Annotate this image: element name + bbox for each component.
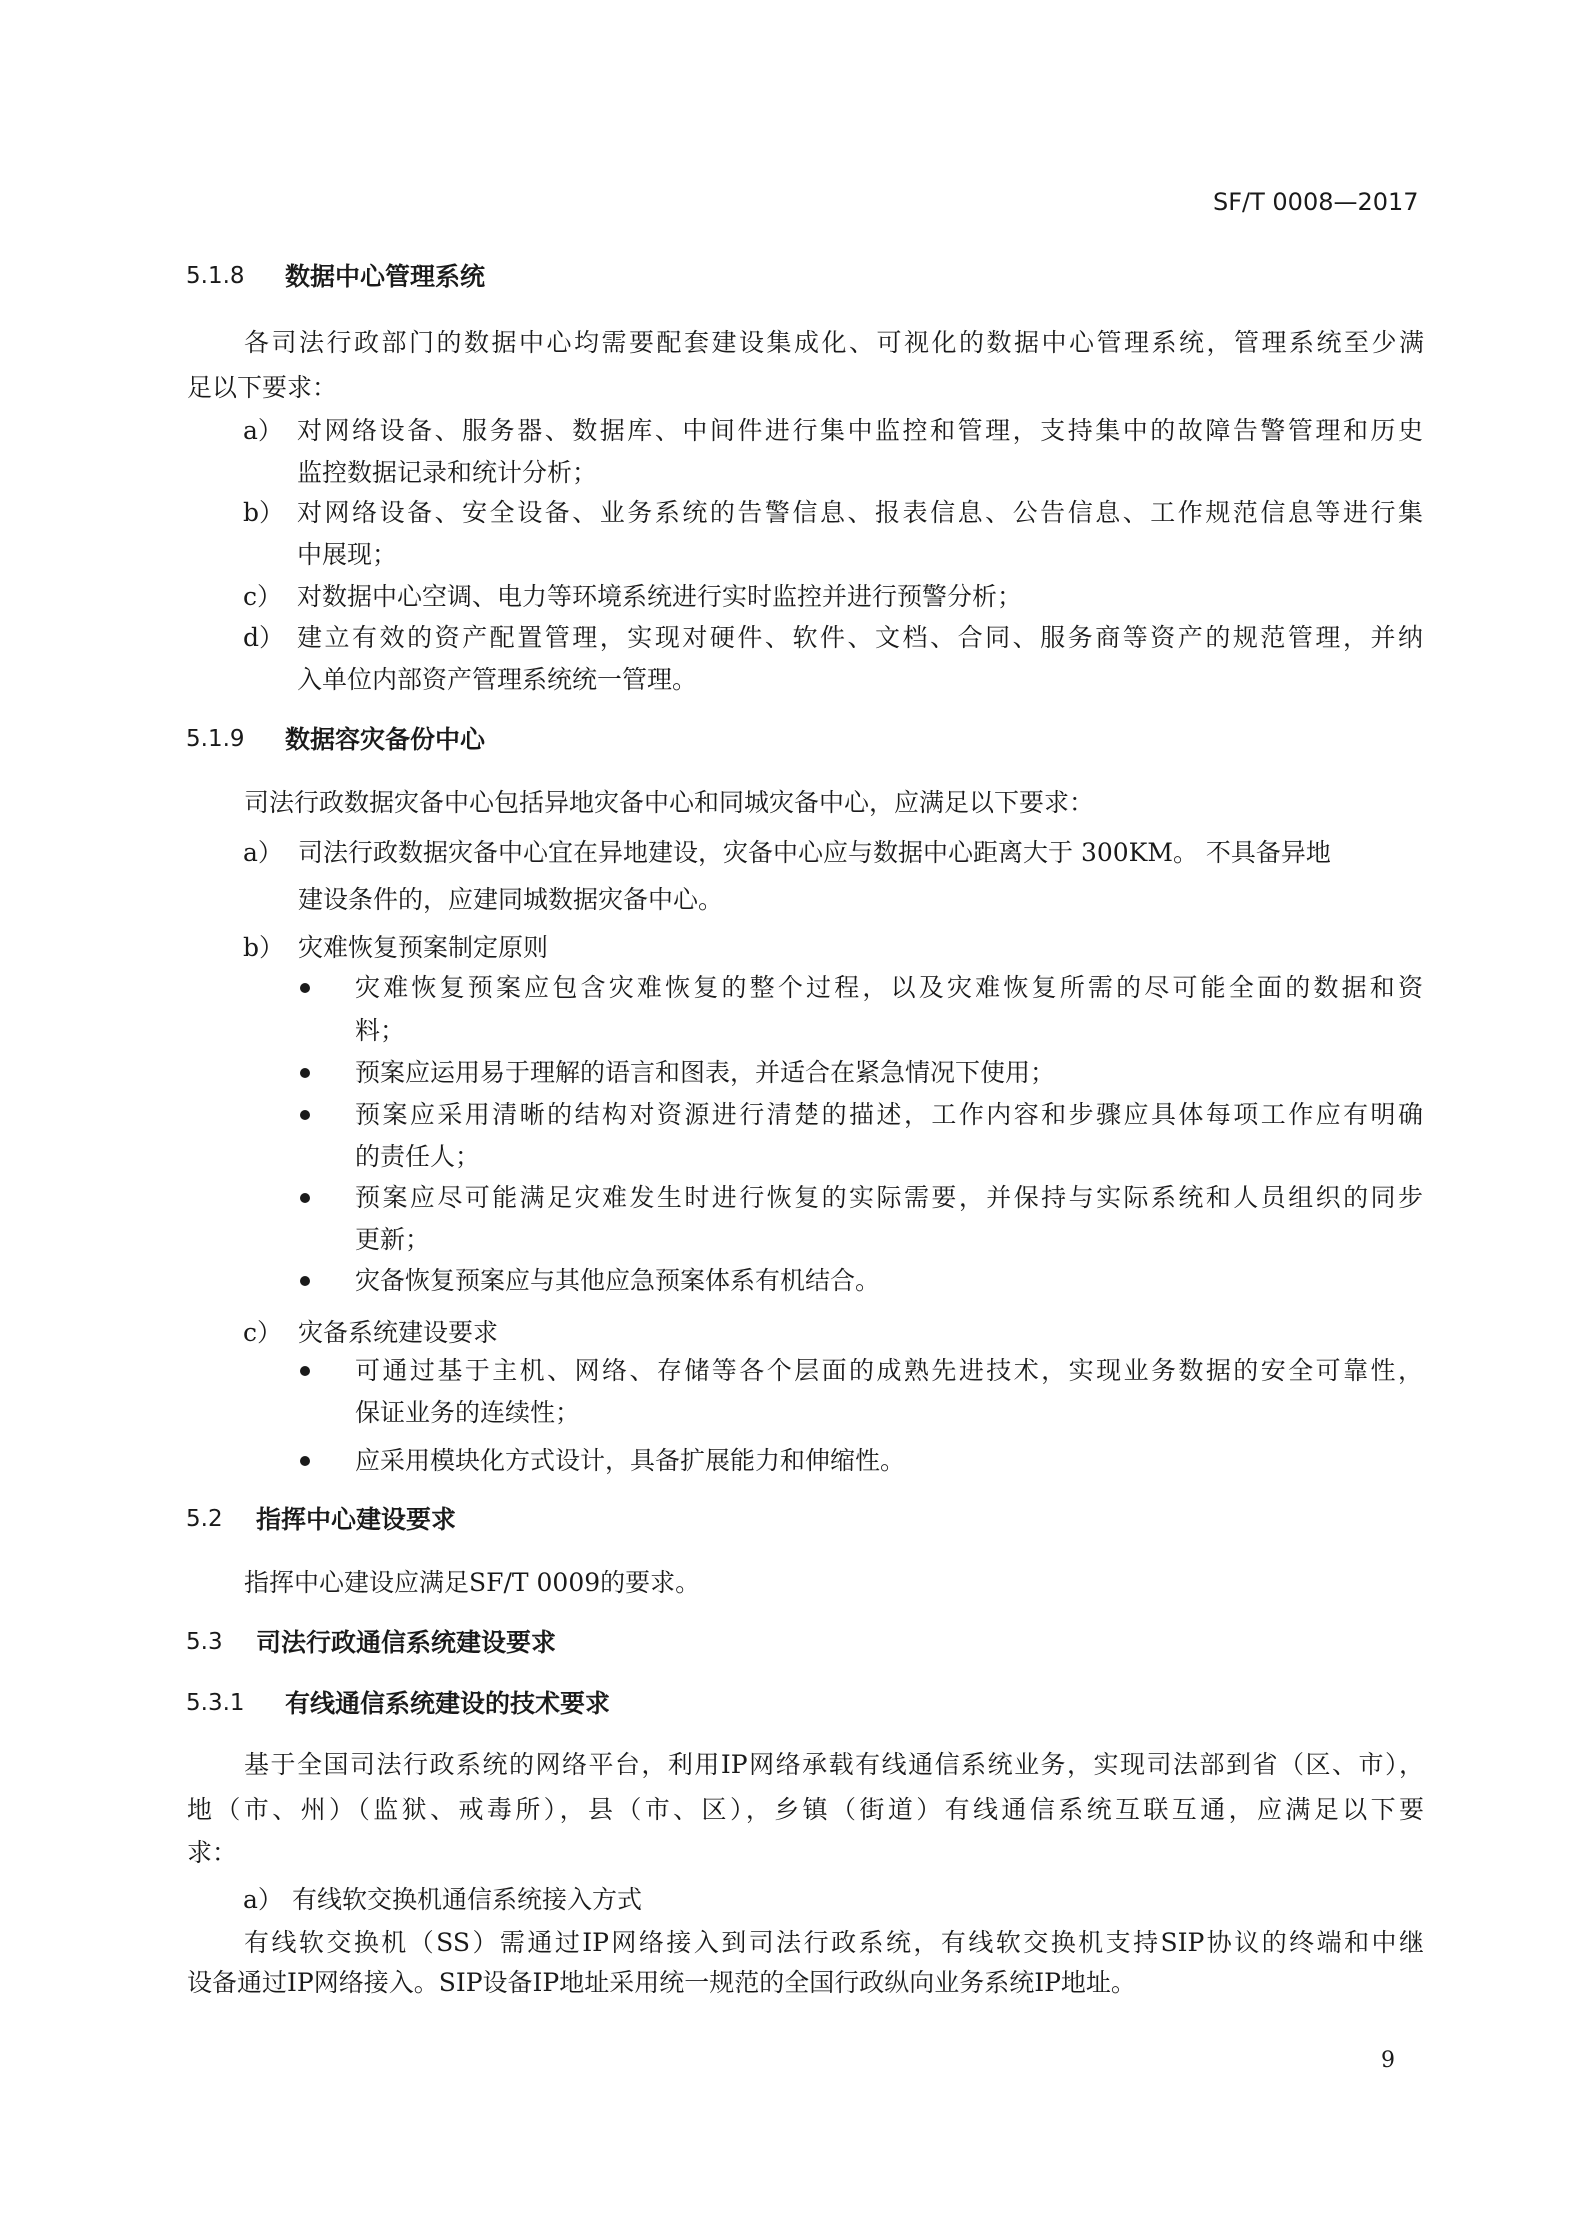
bullet-text: 更新； xyxy=(355,1225,431,1254)
list-marker: b） xyxy=(243,933,285,962)
bullet-icon xyxy=(300,1193,310,1203)
bullet-icon xyxy=(300,1366,310,1376)
paragraph-line: 求： xyxy=(187,1838,238,1867)
bullet-text: 灾难恢复预案应包含灾难恢复的整个过程，以及灾难恢复所需的尽可能全面的数据和资 xyxy=(355,973,1423,1002)
paragraph-line: 基于全国司法行政系统的网络平台，利用IP网络承载有线通信系统业务，实现司法部到省（区、市）， xyxy=(244,1750,1424,1779)
list-item-text: 建立有效的资产配置管理，实现对硬件、软件、文档、合同、服务商等资产的规范管理，并纳 xyxy=(297,623,1423,652)
bullet-text: 预案应运用易于理解的语言和图表，并适合在紧急情况下使用； xyxy=(355,1058,1056,1087)
list-item-text: 建设条件的，应建同城数据灾备中心。 xyxy=(298,885,724,914)
paragraph-line: 司法行政数据灾备中心包括异地灾备中心和同城灾备中心，应满足以下要求： xyxy=(244,788,1095,817)
list-item-label: 灾难恢复预案制定原则 xyxy=(298,933,549,962)
list-item-label: 灾备系统建设要求 xyxy=(298,1318,499,1347)
list-item-text: 入单位内部资产管理系统统一管理。 xyxy=(297,665,698,694)
bullet-text: 的责任人； xyxy=(355,1142,481,1171)
list-item-text: 司法行政数据灾备中心宜在异地建设，灾备中心应与数据中心距离大于 300KM。 不具备异地 xyxy=(298,838,1331,867)
list-marker: c） xyxy=(243,1318,283,1347)
paragraph-line: 设备通过IP网络接入。SIP设备IP地址采用统一规范的全国行政纵向业务系统IP地址。 xyxy=(187,1968,1136,1997)
list-item-label: 有线软交换机通信系统接入方式 xyxy=(292,1885,643,1914)
bullet-text: 预案应尽可能满足灾难发生时进行恢复的实际需要，并保持与实际系统和人员组织的同步 xyxy=(355,1183,1423,1212)
page-number: 9 xyxy=(1381,2048,1395,2073)
list-item-text: 中展现； xyxy=(297,540,398,569)
list-marker: b） xyxy=(243,498,285,527)
section-number-5-2: 5.2 xyxy=(186,1506,223,1532)
bullet-icon xyxy=(300,1456,310,1466)
list-item-text: 对网络设备、服务器、数据库、中间件进行集中监控和管理，支持集中的故障告警管理和历史 xyxy=(297,416,1423,445)
bullet-text: 灾备恢复预案应与其他应急预案体系有机结合。 xyxy=(355,1266,881,1295)
section-title-5-2: 指挥中心建设要求 xyxy=(256,1505,457,1534)
bullet-icon xyxy=(300,1110,310,1120)
bullet-text: 保证业务的连续性； xyxy=(355,1398,581,1427)
list-marker: d） xyxy=(243,623,285,652)
list-item-text: 对数据中心空调、电力等环境系统进行实时监控并进行预警分析； xyxy=(297,582,1023,611)
section-number-5-3: 5.3 xyxy=(186,1629,223,1655)
bullet-icon xyxy=(300,1276,310,1286)
paragraph-line: 足以下要求： xyxy=(187,373,338,402)
bullet-text: 应采用模块化方式设计，具备扩展能力和伸缩性。 xyxy=(355,1446,906,1475)
section-number-5-1-8: 5.1.8 xyxy=(186,263,245,289)
document-standard-number: SF/T 0008—2017 xyxy=(1213,188,1419,216)
bullet-icon xyxy=(300,983,310,993)
paragraph-line: 各司法行政部门的数据中心均需要配套建设集成化、可视化的数据中心管理系统，管理系统至少满 xyxy=(244,328,1424,357)
list-marker: a） xyxy=(243,1885,283,1914)
list-marker: c） xyxy=(243,582,283,611)
list-marker: a） xyxy=(243,416,283,445)
section-number-5-3-1: 5.3.1 xyxy=(186,1690,245,1716)
bullet-text: 可通过基于主机、网络、存储等各个层面的成熟先进技术，实现业务数据的安全可靠性， xyxy=(355,1356,1423,1385)
list-item-text: 对网络设备、安全设备、业务系统的告警信息、报表信息、公告信息、工作规范信息等进行集 xyxy=(297,498,1423,527)
section-title-5-3: 司法行政通信系统建设要求 xyxy=(256,1628,557,1657)
list-item-text: 监控数据记录和统计分析； xyxy=(297,458,598,487)
bullet-text: 料； xyxy=(355,1016,406,1045)
list-marker: a） xyxy=(243,838,283,867)
section-title-5-1-9: 数据容灾备份中心 xyxy=(285,725,486,754)
paragraph-line: 指挥中心建设应满足SF/T 0009的要求。 xyxy=(244,1568,701,1597)
bullet-text: 预案应采用清晰的结构对资源进行清楚的描述，工作内容和步骤应具体每项工作应有明确 xyxy=(355,1100,1423,1129)
section-title-5-3-1: 有线通信系统建设的技术要求 xyxy=(285,1689,611,1718)
section-number-5-1-9: 5.1.9 xyxy=(186,726,245,752)
paragraph-line: 有线软交换机（SS）需通过IP网络接入到司法行政系统，有线软交换机支持SIP协议的终端和中继 xyxy=(244,1928,1424,1957)
section-title-5-1-8: 数据中心管理系统 xyxy=(285,262,486,291)
bullet-icon xyxy=(300,1068,310,1078)
paragraph-line: 地（市、州）（监狱、戒毒所），县（市、区），乡镇（街道）有线通信系统互联互通，应满足以下要 xyxy=(187,1795,1424,1824)
